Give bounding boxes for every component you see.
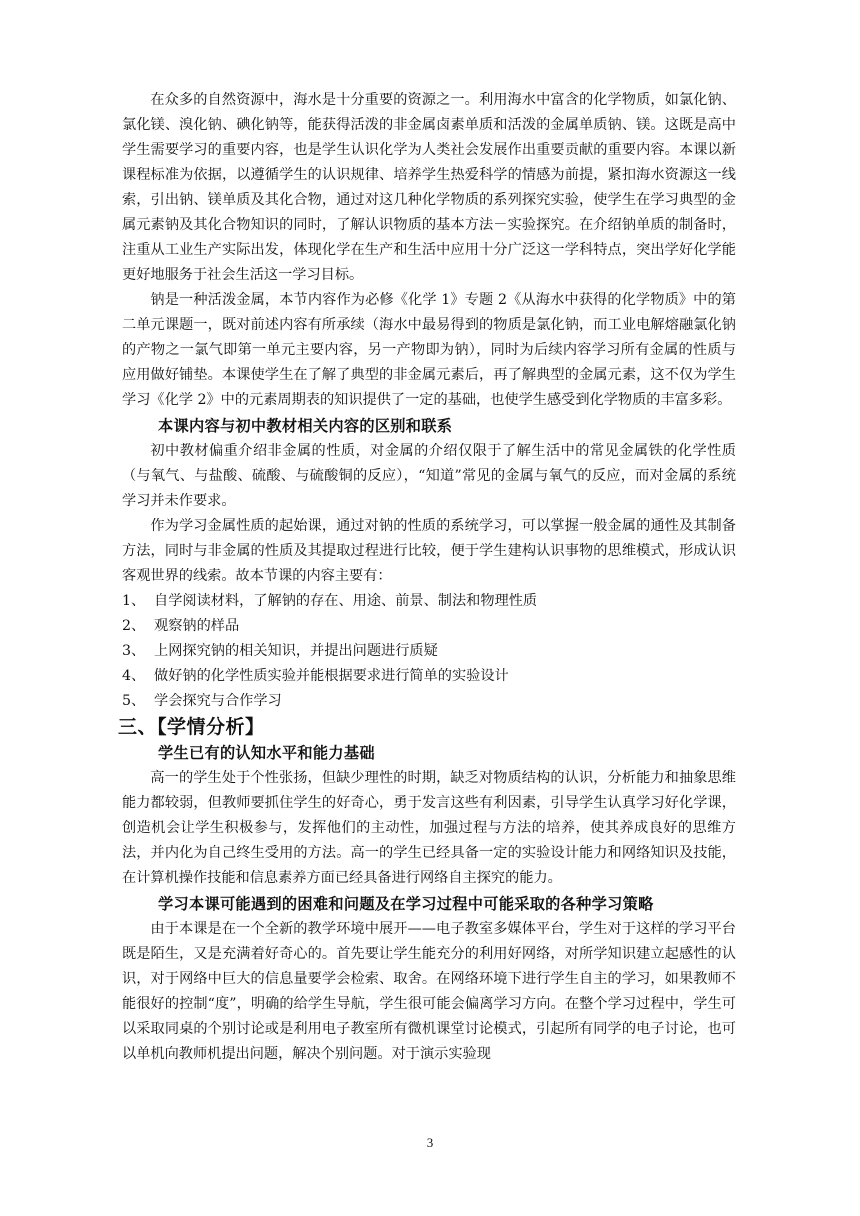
list-item-text: 观察钠的样品 xyxy=(154,618,240,634)
list-item-number: 4、 xyxy=(122,668,146,684)
list-item xyxy=(122,689,736,714)
list-item-number: 3、 xyxy=(122,643,146,659)
list-item-text: 上网探究钠的相关知识，并提出问题进行质疑 xyxy=(154,643,438,659)
list-item-text: 做好钠的化学性质实验并能根据要求进行简单的实验设计 xyxy=(154,668,509,684)
list-item xyxy=(122,664,736,689)
subheading-curriculum-relation: 本课内容与初中教材相关内容的区别和联系 xyxy=(158,417,453,435)
paragraph-learning-strategies: 由于本课是在一个全新的教学环境中展开——电子教室多媒体平台，学生对于这样的学习平台既是陌生，又是充满着好奇心的。首先要让学生能充分的利用好网络，对所学知识建立起感性的认识，对于网络中巨大的信息量要学会检索、取舍。在网络环境下进行学生自主的学习，如果教师不能很好的控制“度”，明确的给学生导航，学生很可能会偏离学习方向。在整个学习过程中，学生可以采取同桌的个别讨论或是利用电子教室所有微机课堂讨论模式，引起所有同学的电子讨论，也可以单机向教师机提出问题，解决个别问题。对于演示实验现 xyxy=(122,921,736,1062)
paragraph-lesson-content: 作为学习金属性质的起始课，通过对钠的性质的系统学习，可以掌握一般金属的通性及其制备方法，同时与非金属的性质及其提取过程进行比较，便于学生建构认识事物的思维模式，形成认识客观世界的线索。故本节课的内容主要有： xyxy=(122,518,736,584)
list-item-text: 学会探究与合作学习 xyxy=(154,693,282,709)
paragraph-sodium-intro: 钠是一种活泼金属，本节内容作为必修《化学 1》专题 2《从海水中获得的化学物质》中的第二单元课题一，既对前述内容有所承续（海水中最易得到的物质是氯化钠，而工业电解熔融氯化钠的产物之一氯气即第一单元主要内容，另一产物即为钠），同时为后续内容学习所有金属的性质与应用做好铺垫。本课使学生在了解了典型的非金属元素后，再了解典型的金属元素，这不仅为学生学习《化学 2》中的元素周期表的知识提供了一定的基础，也使学生感受到化学物质的丰富多彩。 xyxy=(122,292,736,408)
list-item-number: 2、 xyxy=(122,618,146,634)
page-content xyxy=(118,88,736,1067)
page-number: 3 xyxy=(426,1135,434,1150)
list-item-number: 5、 xyxy=(122,693,146,709)
subheading-difficulties-strategies: 学习本课可能遇到的困难和问题及在学习过程中可能采取的各种学习策略 xyxy=(158,895,654,913)
subheading-existing-ability: 学生已有的认知水平和能力基础 xyxy=(158,744,375,762)
paragraph-student-ability: 高一的学生处于个性张扬，但缺少理性的时期，缺乏对物质结构的认识，分析能力和抽象思维能力都较弱，但教师要抓住学生的好奇心，勇于发言这些有利因素，引导学生认真学习好化学课，创造机会让学生积极参与，发挥他们的主动性，加强过程与方法的培养，使其养成良好的思维方法，并内化为自己终生受用的方法。高一的学生已经具备一定的实验设计能力和网络知识及技能，在计算机操作技能和信息素养方面已经具备进行网络自主探究的能力。 xyxy=(122,770,736,886)
list-item-text: 自学阅读材料，了解钠的存在、用途、前景、制法和物理性质 xyxy=(154,593,538,609)
lesson-content-list xyxy=(122,589,736,714)
list-item xyxy=(122,614,736,639)
section-heading-learner-analysis: 三、【学情分析】 xyxy=(118,716,265,738)
paragraph-seawater-resources: 在众多的自然资源中，海水是十分重要的资源之一。利用海水中富含的化学物质，如氯化钠、氯化镁、溴化钠、碘化钠等，能获得活泼的非金属卤素单质和活泼的金属单质钠、镁。这既是高中学生需要学习的重要内容，也是学生认识化学为人类社会发展作出重要贡献的重要内容。本课以新课程标准为依据，以遵循学生的认识规律、培养学生热爱科学的情感为前提，紧扣海水资源这一线索，引出钠、镁单质及其化合物，通过对这几种化学物质的系列探究实验，使学生在学习典型的金属元素钠及其化合物知识的同时，了解认识物质的基本方法－实验探究。在介绍钠单质的制备时，注重从工业生产实际出发，体现化学在生产和生活中应用十分广泛这一学科特点，突出学好化学能更好地服务于社会生活这一学习目标。 xyxy=(122,92,736,283)
list-item-number: 1、 xyxy=(122,593,146,609)
list-item xyxy=(122,639,736,664)
paragraph-junior-textbook: 初中教材偏重介绍非金属的性质，对金属的介绍仅限于了解生活中的常见金属铁的化学性质（与氧气、与盐酸、硫酸、与硫酸铜的反应），“知道”常见的金属与氧气的反应，而对金属的系统学习并未作要求。 xyxy=(122,443,736,509)
list-item xyxy=(122,589,736,614)
